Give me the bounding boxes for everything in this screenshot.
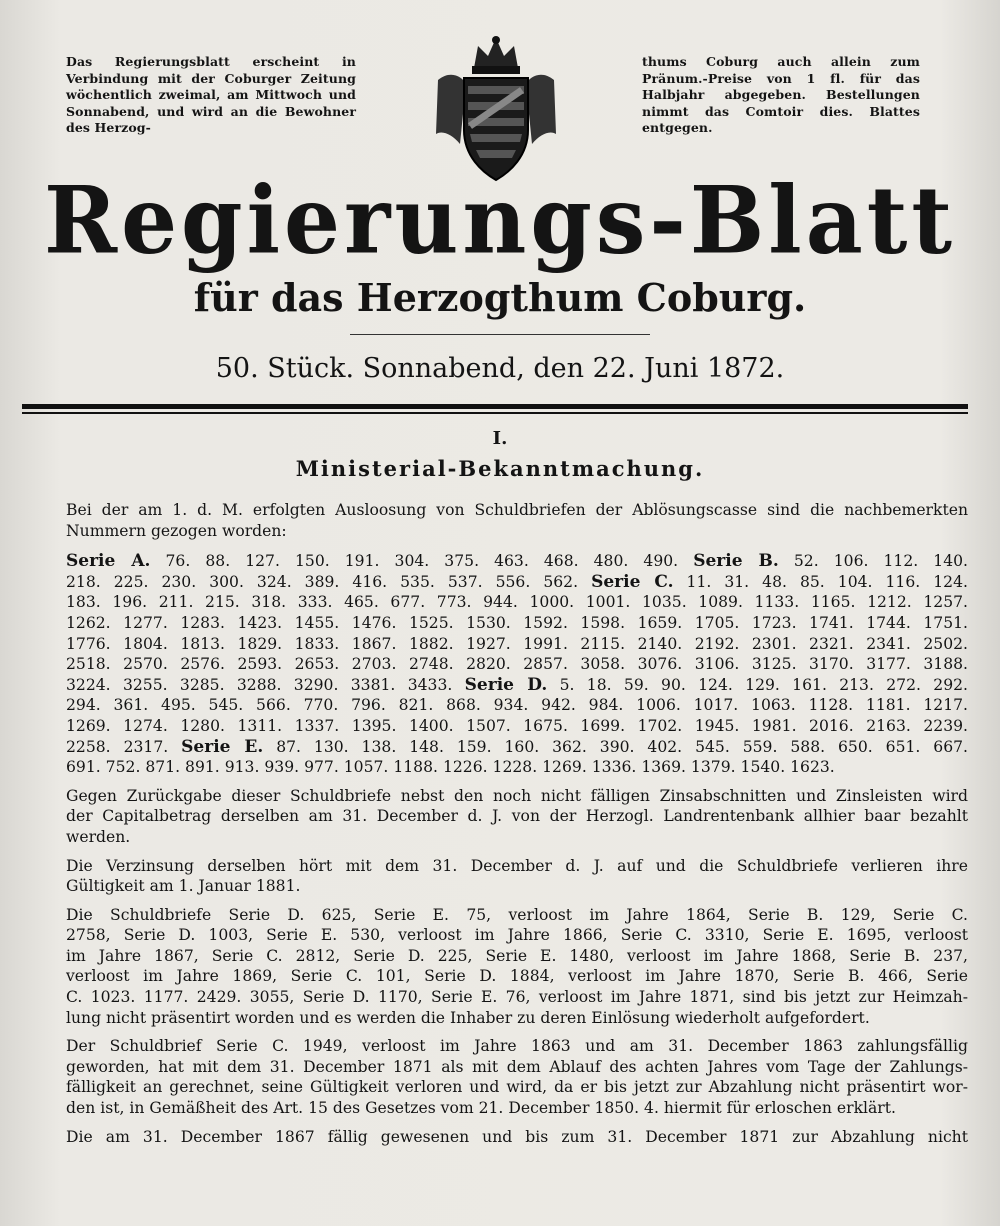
number-line: 294. 361. 495. 545. 566. 770. 796. 821. 868. 934. 942. 984. 1006. 1017. 1063. 1128. 1181. 1217.	[66, 696, 968, 715]
text-line: geworden, hat mit dem 31. December 1871 als mit dem Ablauf des achten Jahres vom Tage der Zahlungs-	[66, 1057, 968, 1076]
issue-line: 50. Stück. Sonnabend, den 22. Juni 1872.	[215, 353, 785, 384]
number-line: 1269. 1274. 1280. 1311. 1337. 1395. 1400. 1507. 1675. 1699. 1702. 1945. 1981. 2016. 2163. 2239.	[66, 716, 968, 735]
text-line: verloost im Jahre 1869, Serie C. 101, Serie D. 1884, verloost im Jahre 1870, Serie B. 466, Serie	[66, 967, 968, 986]
paragraph-outstanding	[66, 905, 968, 1029]
paragraph-interest	[66, 856, 968, 897]
number-line	[66, 572, 968, 593]
number-line	[66, 737, 968, 758]
text-line: lung nicht präsentirt worden und es werden die Inhaber zu deren Einlösung wiederholt aufgefordert.	[66, 1008, 870, 1027]
text-line: Gegen Zurückgabe dieser Schuldbriefe nebst den noch nicht fälligen Zinsabschnitten und Zinsleisten wird	[66, 786, 968, 805]
number-run: 52. 106. 112. 140.	[793, 552, 968, 571]
number-line	[66, 551, 968, 572]
text-line: C. 1023. 1177. 2429. 3055, Serie D. 1170, Serie E. 76, verloost im Jahre 1871, sind bis jetzt zur Heimzah-	[66, 988, 968, 1007]
decorative-rule	[350, 334, 650, 335]
section-title: Ministerial-Bekanntmachung.	[295, 456, 705, 481]
number-line: 2518. 2570. 2576. 2593. 2653. 2703. 2748. 2820. 2857. 3058. 3076. 3106. 3125. 3170. 3177. 3188.	[66, 655, 968, 674]
divider-thin	[22, 412, 968, 414]
masthead-title: Regierungs-Blatt	[43, 165, 957, 275]
intro-paragraph	[66, 500, 968, 541]
section-number: I.	[492, 428, 508, 449]
number-line: 183. 196. 211. 215. 318. 333. 465. 677. 773. 944. 1000. 1001. 1035. 1089. 1133. 1165. 1212. 1257.	[66, 593, 968, 612]
number-run: 218. 225. 230. 300. 324. 389. 416. 535. 537. 556. 562.	[66, 572, 579, 591]
serie-label: Serie E.	[181, 736, 264, 757]
number-run: 2258. 2317.	[66, 737, 169, 756]
serie-label: Serie D.	[464, 674, 548, 695]
text-line: der Capitalbetrag derselben am 31. December d. J. von der Herzogl. Landrentenbank allhier baar bezahlt	[66, 807, 968, 826]
paragraph-final	[66, 1127, 968, 1148]
text-line: Die am 31. December 1867 fällig gewesenen und bis zum 31. December 1871 zur Abzahlung nicht	[66, 1127, 968, 1146]
number-run: 87. 130. 138. 148. 159. 160. 362. 390. 402. 545. 559. 588. 650. 651. 667.	[276, 737, 969, 756]
text-line: werden.	[66, 827, 131, 846]
header-note-right: thums Coburg auch allein zum Pränum.-Preise von 1 fl. für das Halbjahr abgegeben. Bestellungen nimmt das Comtoir dies. Blattes entgegen.	[642, 54, 920, 135]
text-line: Der Schuldbrief Serie C. 1949, verloost im Jahre 1863 und am 31. December 1863 zahlungsfällig	[66, 1037, 968, 1056]
number-run: 3224. 3255. 3285. 3288. 3290. 3381. 3433.	[66, 675, 453, 694]
text-line: im Jahre 1867, Serie C. 2812, Serie D. 225, Serie E. 1480, verloost im Jahre 1868, Serie B. 237,	[66, 946, 968, 965]
text-line: Gültigkeit am 1. Januar 1881.	[66, 877, 301, 896]
text-line: Bei der am 1. d. M. erfolgten Ausloosung von Schuldbriefen der Ablösungscasse sind die nachbemerkten	[66, 501, 968, 519]
number-run: 76. 88. 127. 150. 191. 304. 375. 463. 468. 480. 490.	[165, 552, 679, 571]
number-run: 11. 31. 48. 85. 104. 116. 124.	[686, 572, 968, 591]
paragraph-expired	[66, 1036, 968, 1118]
text-line: fälligkeit an gerechnet, seine Gültigkeit verloren und wird, da er bis jetzt zur Abzahlung nicht präsentirt wor-	[66, 1078, 968, 1097]
text-line: 2758, Serie D. 1003, Serie E. 530, verloost im Jahre 1866, Serie C. 3310, Serie E. 1695, verloost	[66, 926, 968, 945]
article-body	[66, 494, 968, 1147]
divider-thick	[22, 404, 968, 409]
number-line: 1262. 1277. 1283. 1423. 1455. 1476. 1525. 1530. 1592. 1598. 1659. 1705. 1723. 1741. 1744. 1751.	[66, 613, 968, 632]
header-note-left: Das Regierungsblatt erscheint in Verbindung mit der Coburger Zeitung wöchentlich zweimal, am Mittwoch und Sonnabend, und wird an die Bewohner des Herzog-	[66, 54, 356, 135]
number-line: 1776. 1804. 1813. 1829. 1833. 1867. 1882. 1927. 1991. 2115. 2140. 2192. 2301. 2321. 2341. 2502.	[66, 634, 968, 653]
number-run: 5. 18. 59. 90. 124. 129. 161. 213. 272. 292.	[559, 675, 968, 694]
serie-label: Serie A.	[66, 551, 151, 572]
number-line	[66, 675, 968, 696]
paragraph-return	[66, 786, 968, 848]
number-list	[66, 551, 968, 778]
text-line: den ist, in Gemäßheit des Art. 15 des Gesetzes vom 21. December 1850. 4. hiermit für erloschen erklärt.	[66, 1099, 896, 1118]
serie-label: Serie C.	[591, 571, 674, 592]
number-line: 691. 752. 871. 891. 913. 939. 977. 1057. 1188. 1226. 1228. 1269. 1336. 1369. 1379. 1540. 1623.	[66, 758, 835, 777]
text-line: Die Schuldbriefe Serie D. 625, Serie E. 75, verloost im Jahre 1864, Serie B. 129, Serie C.	[66, 905, 968, 924]
text-line: Die Verzinsung derselben hört mit dem 31. December d. J. auf und die Schuldbriefe verlieren ihre	[66, 856, 968, 875]
text-line: Nummern gezogen worden:	[66, 521, 287, 540]
serie-label: Serie B.	[693, 551, 779, 572]
masthead-subtitle: für das Herzogthum Coburg.	[193, 275, 807, 320]
ducal-crest-emblem	[430, 34, 562, 184]
